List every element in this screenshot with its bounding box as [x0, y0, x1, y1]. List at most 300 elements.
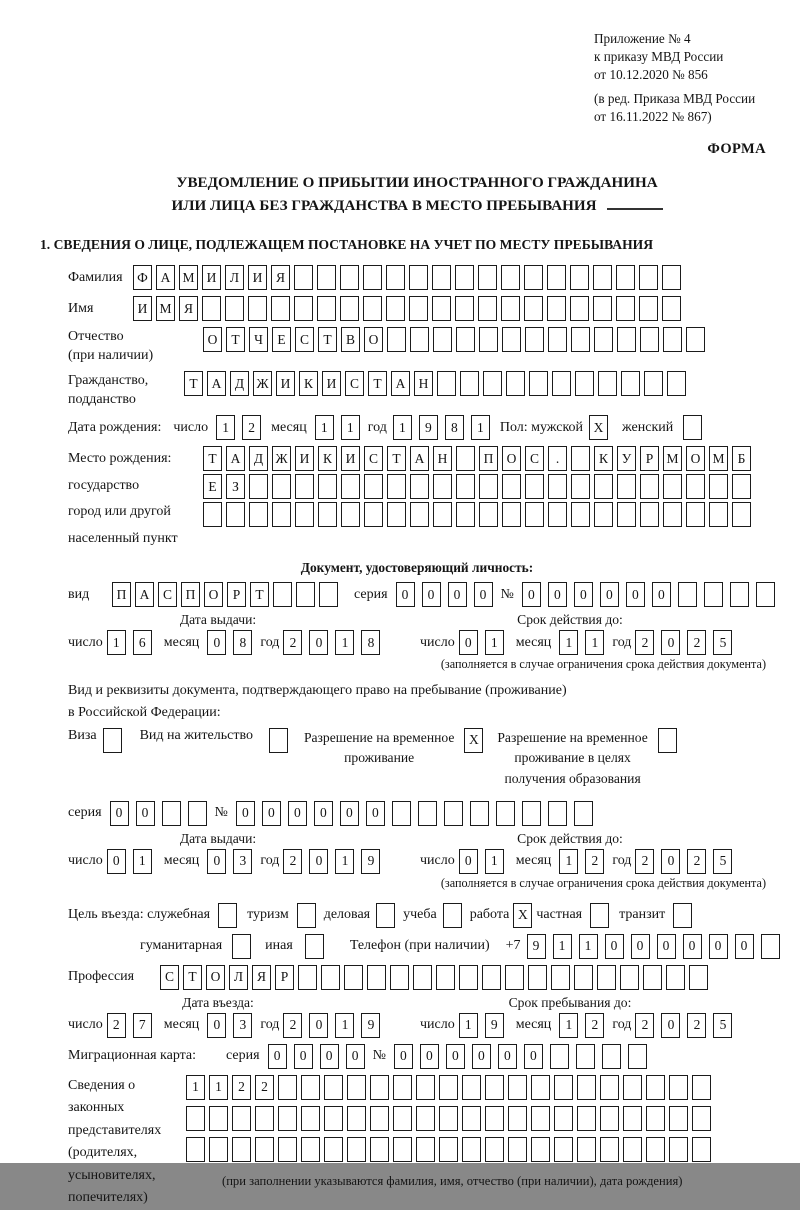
char-cell[interactable] — [621, 371, 640, 396]
char-cell[interactable] — [294, 296, 313, 321]
char-cell[interactable]: М — [709, 446, 728, 471]
char-cell[interactable]: 0 — [448, 582, 467, 607]
char-cell[interactable]: 2 — [635, 849, 654, 874]
char-cell[interactable]: 1 — [315, 415, 334, 440]
char-cell[interactable] — [590, 903, 609, 928]
char-cell[interactable]: М — [663, 446, 682, 471]
char-cell[interactable] — [640, 327, 659, 352]
char-cell[interactable] — [594, 327, 613, 352]
char-cell[interactable]: 0 — [207, 849, 226, 874]
char-cell[interactable] — [318, 474, 337, 499]
char-cell[interactable]: 0 — [735, 934, 754, 959]
char-cell[interactable] — [577, 1106, 596, 1131]
char-cell[interactable] — [554, 1137, 573, 1162]
char-cell[interactable] — [620, 965, 639, 990]
char-cell[interactable]: М — [179, 265, 198, 290]
char-cell[interactable]: 8 — [233, 630, 252, 655]
char-cell[interactable]: 2 — [283, 849, 302, 874]
char-cell[interactable] — [297, 903, 316, 928]
char-cell[interactable] — [393, 1075, 412, 1100]
char-cell[interactable] — [439, 1137, 458, 1162]
char-cell[interactable]: 0 — [422, 582, 441, 607]
char-cell[interactable] — [218, 903, 237, 928]
char-cell[interactable] — [732, 502, 751, 527]
char-cell[interactable]: 1 — [471, 415, 490, 440]
char-cell[interactable] — [387, 502, 406, 527]
char-cell[interactable]: 0 — [346, 1044, 365, 1069]
char-cell[interactable]: 0 — [522, 582, 541, 607]
char-cell[interactable] — [301, 1106, 320, 1131]
char-cell[interactable]: 0 — [207, 1013, 226, 1038]
char-cell[interactable] — [683, 415, 702, 440]
char-cell[interactable] — [410, 474, 429, 499]
char-cell[interactable] — [416, 1106, 435, 1131]
char-cell[interactable]: 2 — [585, 849, 604, 874]
char-cell[interactable] — [662, 265, 681, 290]
char-cell[interactable] — [617, 327, 636, 352]
char-cell[interactable] — [593, 296, 612, 321]
char-cell[interactable] — [319, 582, 338, 607]
char-cell[interactable]: О — [206, 965, 225, 990]
char-cell[interactable]: Д — [249, 446, 268, 471]
char-cell[interactable]: 1 — [335, 1013, 354, 1038]
char-cell[interactable] — [295, 474, 314, 499]
char-cell[interactable]: Я — [179, 296, 198, 321]
char-cell[interactable] — [623, 1137, 642, 1162]
char-cell[interactable]: 0 — [294, 1044, 313, 1069]
char-cell[interactable] — [658, 728, 677, 753]
char-cell[interactable] — [298, 965, 317, 990]
char-cell[interactable]: 0 — [236, 801, 255, 826]
char-cell[interactable] — [347, 1075, 366, 1100]
char-cell[interactable]: Я — [252, 965, 271, 990]
char-cell[interactable] — [409, 296, 428, 321]
char-cell[interactable]: И — [322, 371, 341, 396]
char-cell[interactable] — [209, 1106, 228, 1131]
char-cell[interactable] — [433, 474, 452, 499]
char-cell[interactable]: 1 — [186, 1075, 205, 1100]
char-cell[interactable] — [341, 474, 360, 499]
char-cell[interactable]: А — [207, 371, 226, 396]
char-cell[interactable] — [456, 502, 475, 527]
char-cell[interactable]: Е — [272, 327, 291, 352]
char-cell[interactable]: И — [276, 371, 295, 396]
char-cell[interactable] — [478, 265, 497, 290]
char-cell[interactable] — [598, 371, 617, 396]
char-cell[interactable] — [550, 1044, 569, 1069]
char-cell[interactable] — [669, 1075, 688, 1100]
char-cell[interactable]: Б — [732, 446, 751, 471]
char-cell[interactable]: С — [160, 965, 179, 990]
char-cell[interactable] — [525, 502, 544, 527]
char-cell[interactable] — [623, 1106, 642, 1131]
char-cell[interactable] — [347, 1137, 366, 1162]
char-cell[interactable]: 0 — [207, 630, 226, 655]
char-cell[interactable] — [364, 474, 383, 499]
char-cell[interactable]: 8 — [445, 415, 464, 440]
char-cell[interactable]: И — [133, 296, 152, 321]
char-cell[interactable]: С — [364, 446, 383, 471]
char-cell[interactable] — [593, 265, 612, 290]
char-cell[interactable] — [413, 965, 432, 990]
char-cell[interactable]: Ф — [133, 265, 152, 290]
char-cell[interactable] — [301, 1075, 320, 1100]
char-cell[interactable]: 0 — [652, 582, 671, 607]
char-cell[interactable]: . — [548, 446, 567, 471]
char-cell[interactable] — [387, 474, 406, 499]
char-cell[interactable] — [455, 265, 474, 290]
char-cell[interactable] — [363, 265, 382, 290]
char-cell[interactable]: 3 — [233, 849, 252, 874]
char-cell[interactable] — [232, 1106, 251, 1131]
char-cell[interactable] — [689, 965, 708, 990]
char-cell[interactable] — [226, 502, 245, 527]
char-cell[interactable] — [479, 327, 498, 352]
char-cell[interactable] — [616, 265, 635, 290]
char-cell[interactable] — [600, 1075, 619, 1100]
char-cell[interactable] — [209, 1137, 228, 1162]
char-cell[interactable] — [433, 327, 452, 352]
char-cell[interactable]: Т — [203, 446, 222, 471]
char-cell[interactable] — [278, 1106, 297, 1131]
char-cell[interactable] — [646, 1106, 665, 1131]
char-cell[interactable] — [255, 1106, 274, 1131]
char-cell[interactable] — [662, 296, 681, 321]
char-cell[interactable]: 0 — [459, 630, 478, 655]
char-cell[interactable] — [443, 903, 462, 928]
char-cell[interactable]: 0 — [626, 582, 645, 607]
char-cell[interactable] — [646, 1137, 665, 1162]
char-cell[interactable] — [673, 903, 692, 928]
char-cell[interactable] — [364, 502, 383, 527]
char-cell[interactable] — [456, 327, 475, 352]
char-cell[interactable] — [531, 1075, 550, 1100]
char-cell[interactable] — [186, 1106, 205, 1131]
char-cell[interactable] — [363, 296, 382, 321]
char-cell[interactable] — [600, 1106, 619, 1131]
char-cell[interactable]: 1 — [559, 849, 578, 874]
char-cell[interactable]: 9 — [361, 1013, 380, 1038]
char-cell[interactable]: З — [226, 474, 245, 499]
char-cell[interactable] — [340, 296, 359, 321]
char-cell[interactable]: Н — [414, 371, 433, 396]
char-cell[interactable] — [393, 1137, 412, 1162]
char-cell[interactable] — [317, 265, 336, 290]
char-cell[interactable]: Л — [229, 965, 248, 990]
char-cell[interactable]: 0 — [472, 1044, 491, 1069]
char-cell[interactable] — [663, 474, 682, 499]
char-cell[interactable] — [324, 1137, 343, 1162]
char-cell[interactable] — [225, 296, 244, 321]
char-cell[interactable] — [502, 502, 521, 527]
char-cell[interactable] — [646, 1075, 665, 1100]
char-cell[interactable] — [576, 1044, 595, 1069]
char-cell[interactable] — [294, 265, 313, 290]
char-cell[interactable] — [732, 474, 751, 499]
char-cell[interactable]: 0 — [309, 849, 328, 874]
char-cell[interactable]: 0 — [498, 1044, 517, 1069]
char-cell[interactable]: Р — [640, 446, 659, 471]
char-cell[interactable] — [686, 474, 705, 499]
char-cell[interactable] — [272, 474, 291, 499]
char-cell[interactable] — [296, 582, 315, 607]
char-cell[interactable] — [594, 474, 613, 499]
char-cell[interactable] — [502, 474, 521, 499]
char-cell[interactable] — [470, 801, 489, 826]
char-cell[interactable] — [524, 265, 543, 290]
char-cell[interactable]: 0 — [524, 1044, 543, 1069]
char-cell[interactable] — [551, 965, 570, 990]
char-cell[interactable] — [295, 502, 314, 527]
char-cell[interactable] — [552, 371, 571, 396]
char-cell[interactable]: 8 — [361, 630, 380, 655]
char-cell[interactable]: 0 — [107, 849, 126, 874]
char-cell[interactable] — [548, 474, 567, 499]
char-cell[interactable] — [522, 801, 541, 826]
char-cell[interactable]: 0 — [661, 630, 680, 655]
char-cell[interactable]: 5 — [713, 1013, 732, 1038]
char-cell[interactable]: Ж — [272, 446, 291, 471]
char-cell[interactable]: О — [364, 327, 383, 352]
char-cell[interactable]: О — [204, 582, 223, 607]
char-cell[interactable]: 9 — [485, 1013, 504, 1038]
char-cell[interactable] — [597, 965, 616, 990]
char-cell[interactable] — [202, 296, 221, 321]
char-cell[interactable]: 0 — [574, 582, 593, 607]
char-cell[interactable] — [502, 327, 521, 352]
char-cell[interactable] — [574, 801, 593, 826]
char-cell[interactable] — [386, 296, 405, 321]
char-cell[interactable]: А — [156, 265, 175, 290]
char-cell[interactable]: 2 — [242, 415, 261, 440]
char-cell[interactable]: 1 — [335, 630, 354, 655]
char-cell[interactable] — [393, 1106, 412, 1131]
char-cell[interactable] — [617, 474, 636, 499]
char-cell[interactable]: 0 — [459, 849, 478, 874]
char-cell[interactable]: Р — [227, 582, 246, 607]
char-cell[interactable]: 1 — [393, 415, 412, 440]
char-cell[interactable]: 0 — [309, 630, 328, 655]
char-cell[interactable] — [439, 1106, 458, 1131]
char-cell[interactable] — [462, 1075, 481, 1100]
char-cell[interactable]: Т — [387, 446, 406, 471]
char-cell[interactable]: 0 — [136, 801, 155, 826]
char-cell[interactable] — [692, 1075, 711, 1100]
char-cell[interactable]: М — [156, 296, 175, 321]
char-cell[interactable] — [547, 296, 566, 321]
char-cell[interactable]: 2 — [687, 849, 706, 874]
char-cell[interactable] — [501, 296, 520, 321]
char-cell[interactable]: Е — [203, 474, 222, 499]
char-cell[interactable] — [506, 371, 525, 396]
char-cell[interactable]: 2 — [232, 1075, 251, 1100]
char-cell[interactable] — [524, 296, 543, 321]
char-cell[interactable] — [570, 265, 589, 290]
char-cell[interactable]: К — [318, 446, 337, 471]
char-cell[interactable]: Л — [225, 265, 244, 290]
char-cell[interactable] — [669, 1106, 688, 1131]
char-cell[interactable] — [485, 1106, 504, 1131]
char-cell[interactable] — [460, 371, 479, 396]
char-cell[interactable]: X — [464, 728, 483, 753]
char-cell[interactable]: Т — [250, 582, 269, 607]
char-cell[interactable] — [462, 1106, 481, 1131]
char-cell[interactable] — [663, 327, 682, 352]
char-cell[interactable] — [570, 296, 589, 321]
char-cell[interactable]: Т — [318, 327, 337, 352]
char-cell[interactable]: 2 — [687, 630, 706, 655]
char-cell[interactable] — [547, 265, 566, 290]
char-cell[interactable]: С — [158, 582, 177, 607]
char-cell[interactable] — [255, 1137, 274, 1162]
char-cell[interactable]: 1 — [209, 1075, 228, 1100]
char-cell[interactable]: 0 — [631, 934, 650, 959]
char-cell[interactable]: 0 — [657, 934, 676, 959]
char-cell[interactable]: Т — [368, 371, 387, 396]
char-cell[interactable]: 0 — [474, 582, 493, 607]
char-cell[interactable]: С — [295, 327, 314, 352]
char-cell[interactable] — [232, 1137, 251, 1162]
char-cell[interactable] — [433, 502, 452, 527]
char-cell[interactable] — [269, 728, 288, 753]
char-cell[interactable] — [370, 1137, 389, 1162]
char-cell[interactable] — [432, 265, 451, 290]
char-cell[interactable]: 1 — [559, 1013, 578, 1038]
char-cell[interactable]: Ж — [253, 371, 272, 396]
char-cell[interactable]: Я — [271, 265, 290, 290]
char-cell[interactable]: К — [594, 446, 613, 471]
char-cell[interactable] — [485, 1075, 504, 1100]
char-cell[interactable]: О — [686, 446, 705, 471]
char-cell[interactable] — [577, 1137, 596, 1162]
char-cell[interactable] — [390, 965, 409, 990]
char-cell[interactable] — [386, 265, 405, 290]
char-cell[interactable] — [600, 1137, 619, 1162]
char-cell[interactable] — [554, 1075, 573, 1100]
char-cell[interactable]: 0 — [314, 801, 333, 826]
char-cell[interactable]: 0 — [548, 582, 567, 607]
char-cell[interactable] — [686, 327, 705, 352]
char-cell[interactable] — [678, 582, 697, 607]
char-cell[interactable]: П — [479, 446, 498, 471]
char-cell[interactable]: 2 — [283, 630, 302, 655]
char-cell[interactable] — [644, 371, 663, 396]
char-cell[interactable] — [301, 1137, 320, 1162]
char-cell[interactable] — [704, 582, 723, 607]
char-cell[interactable] — [437, 371, 456, 396]
char-cell[interactable] — [409, 265, 428, 290]
char-cell[interactable] — [577, 1075, 596, 1100]
char-cell[interactable] — [186, 1137, 205, 1162]
char-cell[interactable] — [271, 296, 290, 321]
char-cell[interactable] — [418, 801, 437, 826]
char-cell[interactable]: 0 — [320, 1044, 339, 1069]
char-cell[interactable]: Н — [433, 446, 452, 471]
char-cell[interactable]: 0 — [309, 1013, 328, 1038]
char-cell[interactable] — [594, 502, 613, 527]
char-cell[interactable] — [305, 934, 324, 959]
char-cell[interactable]: 0 — [366, 801, 385, 826]
char-cell[interactable] — [416, 1075, 435, 1100]
char-cell[interactable] — [508, 1137, 527, 1162]
char-cell[interactable]: 1 — [585, 630, 604, 655]
char-cell[interactable] — [643, 965, 662, 990]
char-cell[interactable] — [410, 327, 429, 352]
char-cell[interactable]: А — [391, 371, 410, 396]
char-cell[interactable] — [501, 265, 520, 290]
char-cell[interactable]: 2 — [255, 1075, 274, 1100]
char-cell[interactable]: 0 — [268, 1044, 287, 1069]
char-cell[interactable] — [278, 1137, 297, 1162]
char-cell[interactable] — [639, 296, 658, 321]
char-cell[interactable]: И — [295, 446, 314, 471]
char-cell[interactable] — [574, 965, 593, 990]
char-cell[interactable] — [324, 1106, 343, 1131]
char-cell[interactable]: 0 — [420, 1044, 439, 1069]
char-cell[interactable]: 2 — [687, 1013, 706, 1038]
char-cell[interactable] — [341, 502, 360, 527]
char-cell[interactable]: 1 — [335, 849, 354, 874]
char-cell[interactable] — [548, 502, 567, 527]
char-cell[interactable]: 1 — [459, 1013, 478, 1038]
char-cell[interactable] — [571, 502, 590, 527]
char-cell[interactable]: 0 — [661, 1013, 680, 1038]
char-cell[interactable] — [479, 502, 498, 527]
char-cell[interactable] — [571, 446, 590, 471]
char-cell[interactable]: 0 — [683, 934, 702, 959]
char-cell[interactable] — [628, 1044, 647, 1069]
char-cell[interactable] — [456, 446, 475, 471]
char-cell[interactable] — [188, 801, 207, 826]
char-cell[interactable] — [324, 1075, 343, 1100]
char-cell[interactable]: С — [525, 446, 544, 471]
char-cell[interactable] — [508, 1106, 527, 1131]
char-cell[interactable] — [554, 1106, 573, 1131]
char-cell[interactable] — [756, 582, 775, 607]
char-cell[interactable] — [663, 502, 682, 527]
char-cell[interactable] — [669, 1137, 688, 1162]
char-cell[interactable]: 0 — [661, 849, 680, 874]
char-cell[interactable] — [410, 502, 429, 527]
char-cell[interactable]: 1 — [107, 630, 126, 655]
char-cell[interactable] — [505, 965, 524, 990]
char-cell[interactable]: К — [299, 371, 318, 396]
char-cell[interactable] — [248, 296, 267, 321]
char-cell[interactable] — [370, 1106, 389, 1131]
char-cell[interactable] — [602, 1044, 621, 1069]
char-cell[interactable] — [232, 934, 251, 959]
char-cell[interactable]: Т — [226, 327, 245, 352]
char-cell[interactable]: У — [617, 446, 636, 471]
char-cell[interactable] — [456, 474, 475, 499]
char-cell[interactable] — [692, 1106, 711, 1131]
char-cell[interactable]: Д — [230, 371, 249, 396]
char-cell[interactable] — [347, 1106, 366, 1131]
char-cell[interactable]: О — [203, 327, 222, 352]
char-cell[interactable] — [640, 502, 659, 527]
char-cell[interactable] — [370, 1075, 389, 1100]
char-cell[interactable] — [249, 502, 268, 527]
char-cell[interactable]: А — [226, 446, 245, 471]
char-cell[interactable] — [531, 1106, 550, 1131]
char-cell[interactable]: 0 — [709, 934, 728, 959]
char-cell[interactable] — [666, 965, 685, 990]
char-cell[interactable]: 0 — [446, 1044, 465, 1069]
char-cell[interactable] — [730, 582, 749, 607]
char-cell[interactable] — [575, 371, 594, 396]
char-cell[interactable] — [639, 265, 658, 290]
char-cell[interactable]: 1 — [579, 934, 598, 959]
